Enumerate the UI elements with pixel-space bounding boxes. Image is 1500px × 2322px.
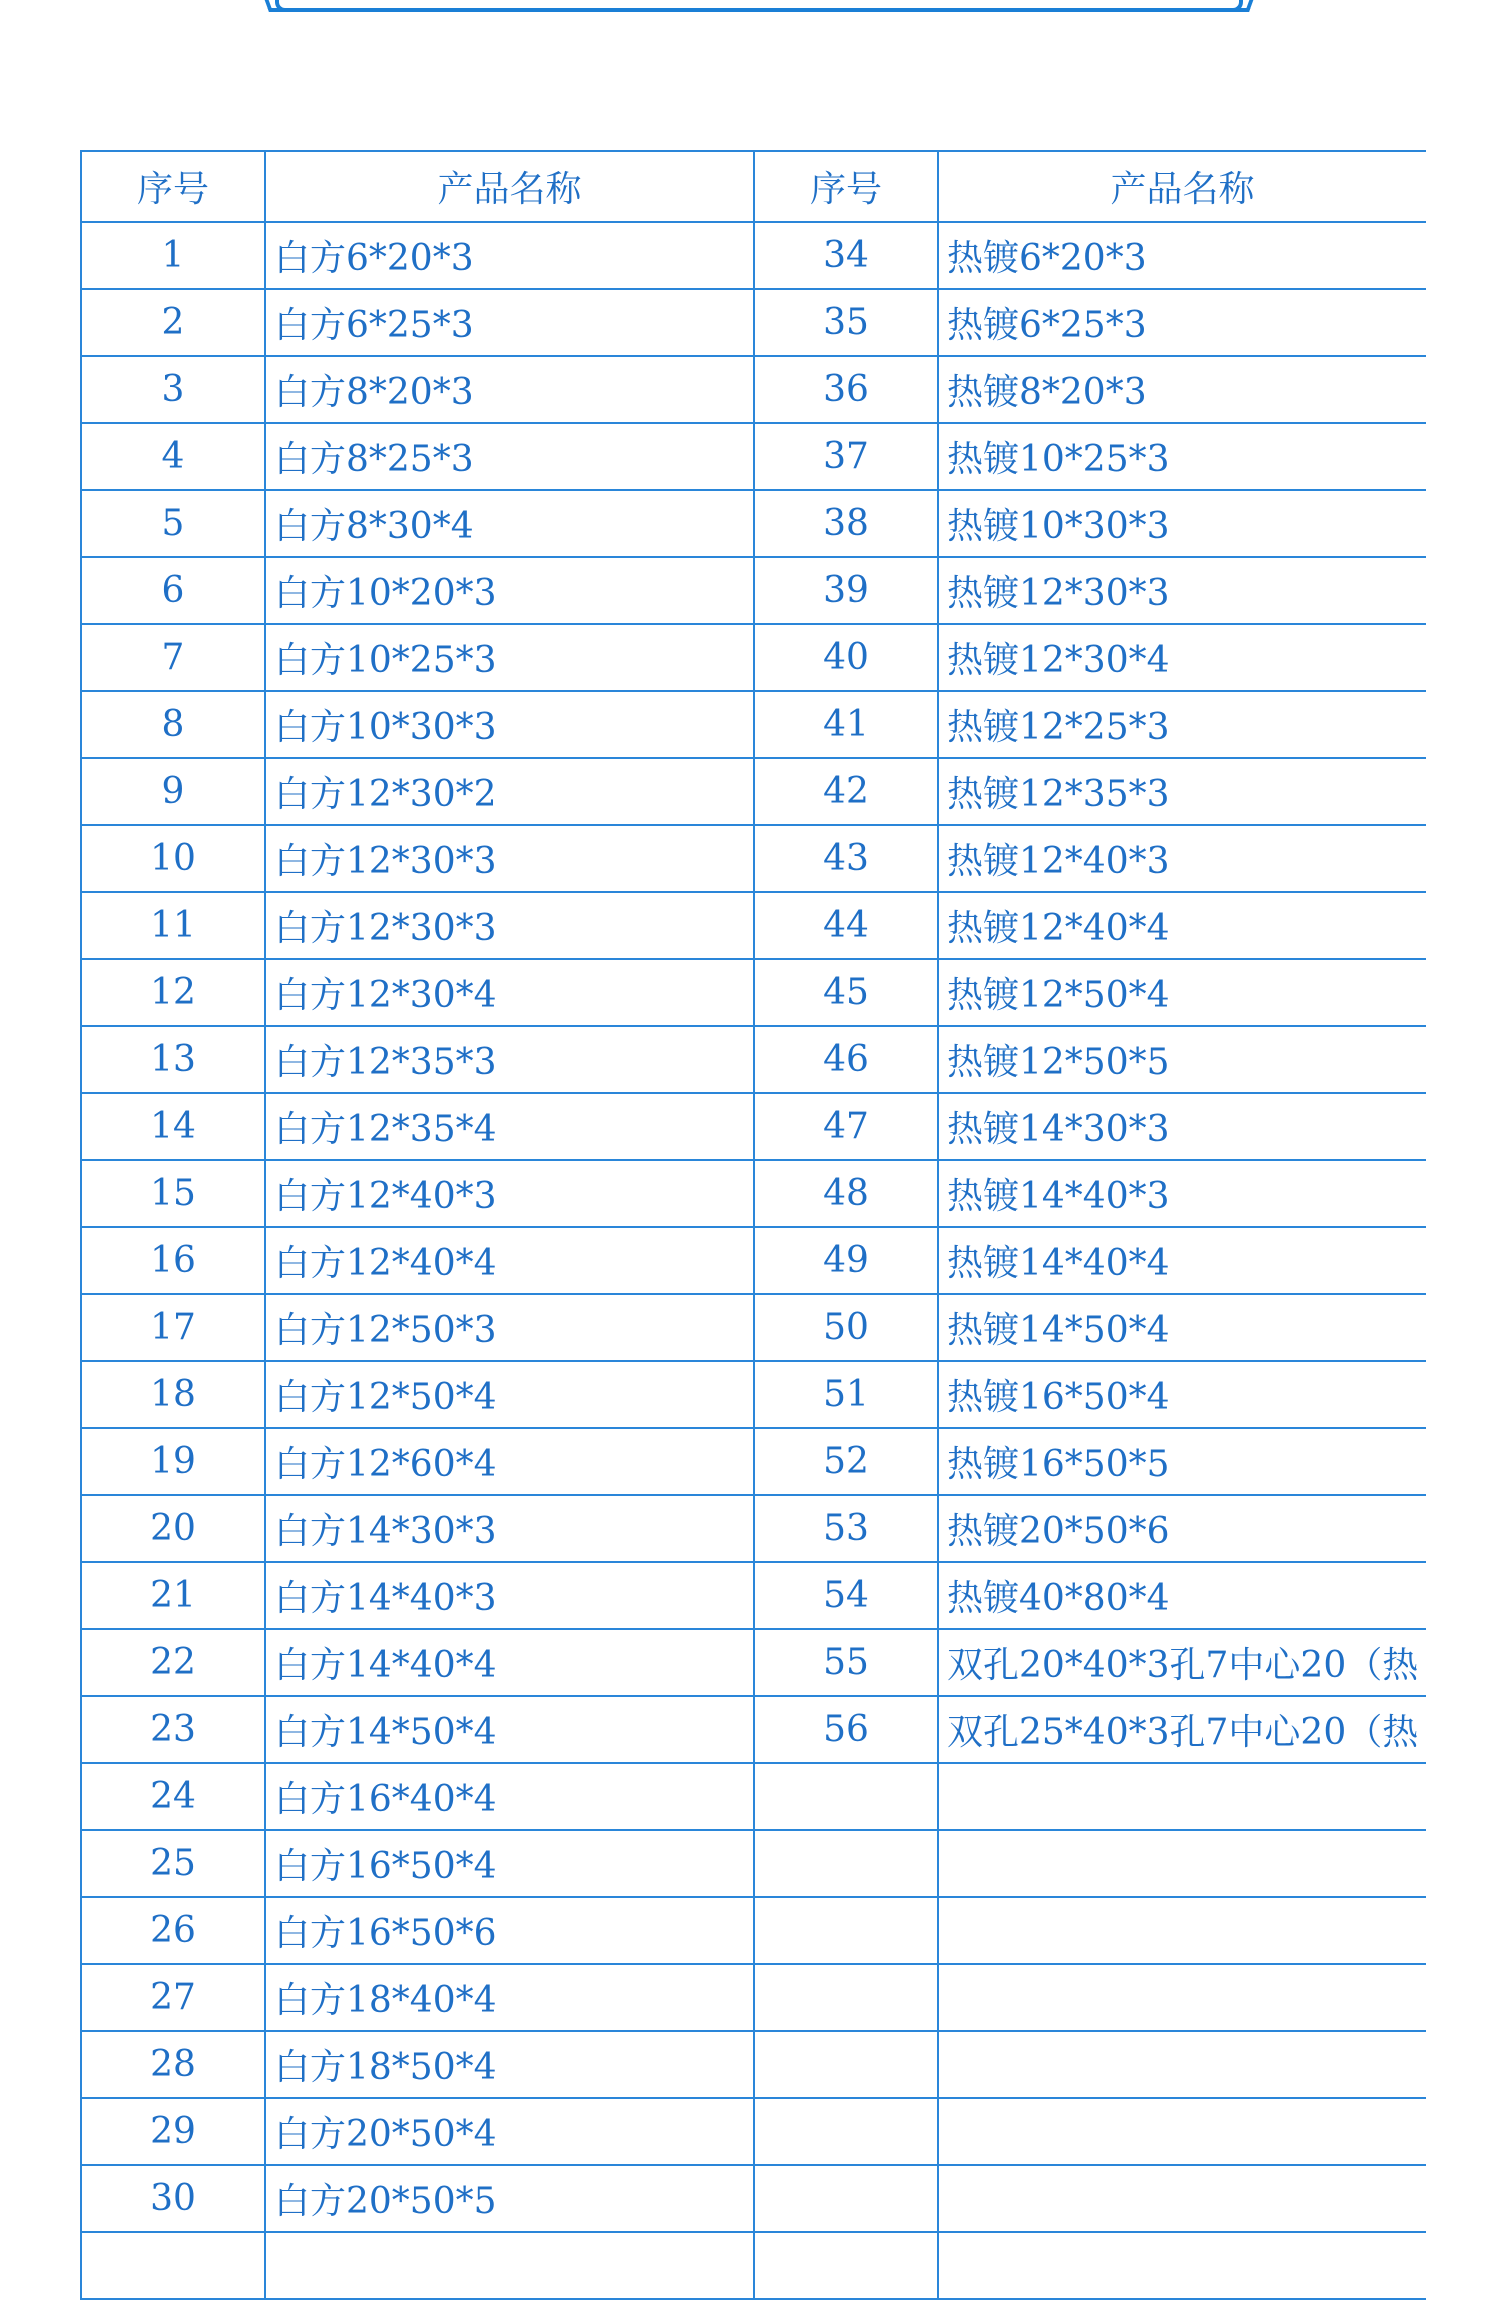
serial-number-cell: 10 [81,825,265,892]
serial-number-cell: 38 [754,490,938,557]
product-name-cell: 热镀12*30*4 [938,624,1426,691]
product-name-cell: 热镀12*35*3 [938,758,1426,825]
product-name-cell: 白方16*50*4 [265,1830,754,1897]
serial-number-cell: 24 [81,1763,265,1830]
serial-number-cell: 42 [754,758,938,825]
serial-number-cell [754,2031,938,2098]
product-name-cell: 白方18*50*4 [265,2031,754,2098]
table-row [81,2232,1426,2299]
product-name-cell: 热镀16*50*4 [938,1361,1426,1428]
serial-number-cell: 3 [81,356,265,423]
serial-number-cell: 50 [754,1294,938,1361]
product-name-cell: 热镀16*50*5 [938,1428,1426,1495]
table-row [81,1093,1426,1160]
serial-number-cell [754,2232,938,2299]
header-product-name: 产品名称 [938,151,1426,222]
product-name-cell [938,2232,1426,2299]
product-name-cell: 白方14*50*4 [265,1696,754,1763]
serial-number-cell: 22 [81,1629,265,1696]
product-name-cell [938,1897,1426,1964]
product-name-cell: 白方12*35*3 [265,1026,754,1093]
serial-number-cell: 30 [81,2165,265,2232]
product-name-cell: 热镀14*40*4 [938,1227,1426,1294]
product-name-cell: 白方6*25*3 [265,289,754,356]
serial-number-cell [754,1763,938,1830]
serial-number-cell: 35 [754,289,938,356]
serial-number-cell: 18 [81,1361,265,1428]
table-row [81,222,1426,289]
table-row [81,1294,1426,1361]
serial-number-cell: 36 [754,356,938,423]
product-name-cell: 白方8*20*3 [265,356,754,423]
product-name-cell: 热镀12*50*4 [938,959,1426,1026]
serial-number-cell: 45 [754,959,938,1026]
product-name-cell: 白方18*40*4 [265,1964,754,2031]
serial-number-cell: 14 [81,1093,265,1160]
product-name-cell: 热镀12*40*3 [938,825,1426,892]
product-name-cell: 白方20*50*5 [265,2165,754,2232]
product-name-cell: 双孔20*40*3孔7中心20（热 [938,1629,1426,1696]
table-row [81,959,1426,1026]
product-name-cell: 白方12*40*4 [265,1227,754,1294]
product-name-cell [265,2232,754,2299]
serial-number-cell: 13 [81,1026,265,1093]
table-row [81,758,1426,825]
serial-number-cell: 27 [81,1964,265,2031]
product-name-cell: 热镀12*50*5 [938,1026,1426,1093]
table-row [81,356,1426,423]
product-name-cell: 白方8*30*4 [265,490,754,557]
serial-number-cell: 40 [754,624,938,691]
product-name-cell: 白方10*30*3 [265,691,754,758]
table-row [81,1629,1426,1696]
serial-number-cell: 53 [754,1495,938,1562]
table-row [81,2098,1426,2165]
serial-number-cell: 17 [81,1294,265,1361]
serial-number-cell: 54 [754,1562,938,1629]
product-name-cell: 热镀8*20*3 [938,356,1426,423]
table-row [81,490,1426,557]
product-name-cell [938,2165,1426,2232]
product-name-cell [938,1830,1426,1897]
product-name-cell: 热镀6*25*3 [938,289,1426,356]
serial-number-cell: 51 [754,1361,938,1428]
table-body [81,222,1426,2299]
table-row [81,1026,1426,1093]
table-row [81,691,1426,758]
table-row [81,624,1426,691]
product-name-cell: 双孔25*40*3孔7中心20（热 [938,1696,1426,1763]
product-name-cell: 白方12*30*2 [265,758,754,825]
serial-number-cell: 12 [81,959,265,1026]
table-row [81,1361,1426,1428]
serial-number-cell: 47 [754,1093,938,1160]
serial-number-cell: 37 [754,423,938,490]
serial-number-cell: 46 [754,1026,938,1093]
serial-number-cell [754,1830,938,1897]
serial-number-cell: 9 [81,758,265,825]
table-header-row [81,151,1426,222]
product-name-cell: 热镀14*30*3 [938,1093,1426,1160]
serial-number-cell: 6 [81,557,265,624]
product-name-cell: 热镀40*80*4 [938,1562,1426,1629]
product-name-cell: 白方12*50*4 [265,1361,754,1428]
header-serial-number: 序号 [81,151,265,222]
serial-number-cell: 20 [81,1495,265,1562]
product-name-cell: 白方6*20*3 [265,222,754,289]
product-name-cell: 白方10*20*3 [265,557,754,624]
serial-number-cell: 21 [81,1562,265,1629]
product-name-cell: 白方12*40*3 [265,1160,754,1227]
serial-number-cell [754,1964,938,2031]
product-name-cell: 热镀12*25*3 [938,691,1426,758]
product-name-cell [938,2098,1426,2165]
serial-number-cell: 1 [81,222,265,289]
serial-number-cell: 55 [754,1629,938,1696]
table-row [81,423,1426,490]
table-row [81,892,1426,959]
serial-number-cell: 4 [81,423,265,490]
serial-number-cell: 39 [754,557,938,624]
product-name-cell: 白方12*50*3 [265,1294,754,1361]
serial-number-cell: 26 [81,1897,265,1964]
product-name-cell: 白方8*25*3 [265,423,754,490]
table-row [81,2031,1426,2098]
product-name-cell: 白方16*50*6 [265,1897,754,1964]
product-name-cell: 热镀14*40*3 [938,1160,1426,1227]
serial-number-cell: 34 [754,222,938,289]
serial-number-cell: 23 [81,1696,265,1763]
product-name-cell: 白方12*60*4 [265,1428,754,1495]
product-name-cell [938,1763,1426,1830]
table-row [81,1160,1426,1227]
serial-number-cell: 41 [754,691,938,758]
product-name-cell: 热镀10*30*3 [938,490,1426,557]
table-row [81,1495,1426,1562]
product-name-cell: 热镀14*50*4 [938,1294,1426,1361]
table-row [81,1562,1426,1629]
product-name-cell [938,2031,1426,2098]
serial-number-cell: 48 [754,1160,938,1227]
product-name-cell: 热镀10*25*3 [938,423,1426,490]
table-row [81,289,1426,356]
banner-frame [275,0,1243,12]
product-name-cell: 白方20*50*4 [265,2098,754,2165]
table-row [81,1830,1426,1897]
serial-number-cell: 56 [754,1696,938,1763]
table-row [81,1964,1426,2031]
serial-number-cell: 49 [754,1227,938,1294]
serial-number-cell [754,2165,938,2232]
serial-number-cell: 43 [754,825,938,892]
serial-number-cell: 7 [81,624,265,691]
table-row [81,825,1426,892]
serial-number-cell: 16 [81,1227,265,1294]
serial-number-cell: 29 [81,2098,265,2165]
table-row [81,2165,1426,2232]
product-name-cell: 热镀12*40*4 [938,892,1426,959]
serial-number-cell [754,2098,938,2165]
table-row [81,1763,1426,1830]
serial-number-cell: 52 [754,1428,938,1495]
serial-number-cell: 2 [81,289,265,356]
product-name-cell: 白方12*30*3 [265,892,754,959]
header-serial-number: 序号 [754,151,938,222]
serial-number-cell: 25 [81,1830,265,1897]
product-name-cell: 白方10*25*3 [265,624,754,691]
product-name-cell: 热镀12*30*3 [938,557,1426,624]
product-name-cell: 热镀6*20*3 [938,222,1426,289]
product-table [80,150,1426,2300]
product-name-cell: 白方12*30*3 [265,825,754,892]
serial-number-cell [754,1897,938,1964]
product-name-cell: 白方14*30*3 [265,1495,754,1562]
serial-number-cell: 5 [81,490,265,557]
serial-number-cell: 19 [81,1428,265,1495]
table-row [81,1428,1426,1495]
serial-number-cell: 44 [754,892,938,959]
product-name-cell: 白方12*35*4 [265,1093,754,1160]
table-row [81,1696,1426,1763]
product-table-container [80,150,1426,2322]
product-name-cell: 白方12*30*4 [265,959,754,1026]
serial-number-cell: 8 [81,691,265,758]
table-row [81,1227,1426,1294]
product-name-cell: 白方16*40*4 [265,1763,754,1830]
product-name-cell: 白方14*40*3 [265,1562,754,1629]
serial-number-cell: 15 [81,1160,265,1227]
table-row [81,557,1426,624]
header-product-name: 产品名称 [265,151,754,222]
product-name-cell: 热镀20*50*6 [938,1495,1426,1562]
product-name-cell: 白方14*40*4 [265,1629,754,1696]
serial-number-cell: 28 [81,2031,265,2098]
table-row [81,1897,1426,1964]
serial-number-cell: 11 [81,892,265,959]
serial-number-cell [81,2232,265,2299]
product-name-cell [938,1964,1426,2031]
